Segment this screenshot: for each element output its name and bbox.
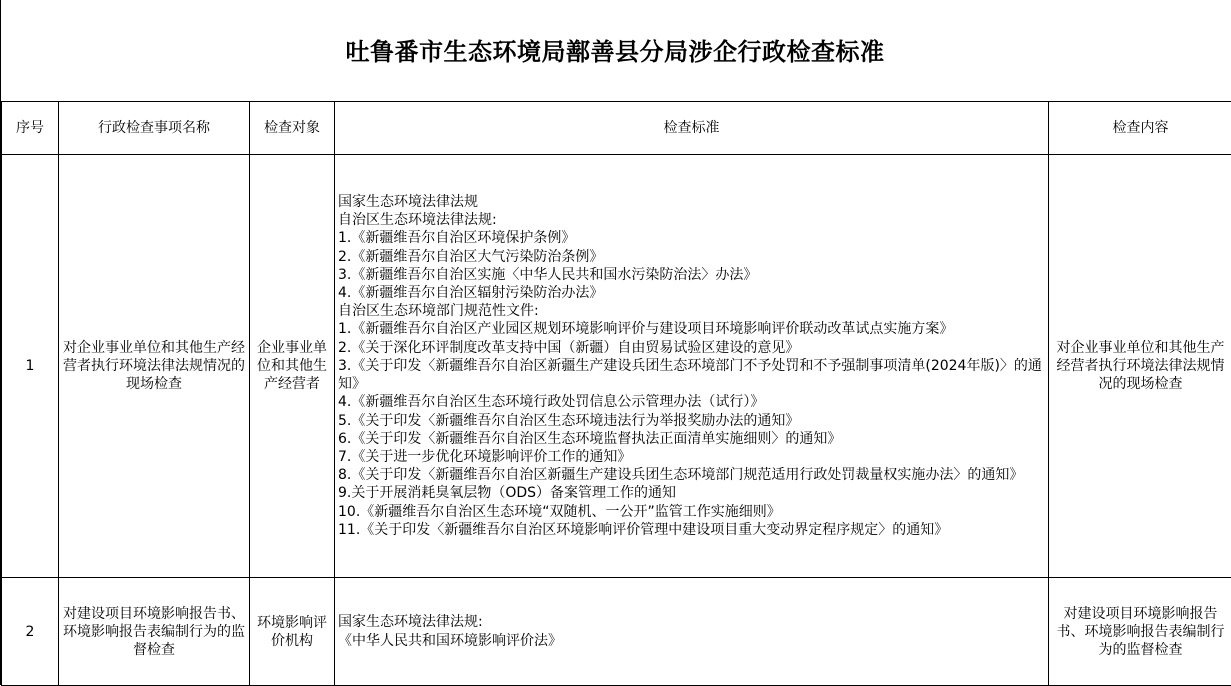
- standard-line: 2.《关于深化环评制度改革支持中国（新疆）自由贸易试验区建设的意见》: [338, 339, 1048, 357]
- standard-line: 4.《新疆维吾尔自治区生态环境行政处罚信息公示管理办法（试行）》: [338, 393, 1048, 411]
- row-content: 对建设项目环境影响报告书、环境影响报告表编制行为的监督检查: [1049, 578, 1231, 686]
- standard-line: 2.《新疆维吾尔自治区大气污染防治条例》: [338, 248, 1048, 266]
- standard-list: [338, 613, 1048, 649]
- row-standard: [335, 578, 1049, 686]
- standard-line: 3.《新疆维吾尔自治区实施〈中华人民共和国水污染防治法〉办法》: [338, 266, 1048, 284]
- standard-line: 自治区生态环境法律法规:: [338, 211, 1048, 229]
- row-object: 环境影响评价机构: [250, 578, 335, 686]
- standard-line: 1.《新疆维吾尔自治区产业园区规划环境影响评价与建设项目环境影响评价联动改革试点实施方案》: [338, 320, 1048, 338]
- row-object: 企业事业单位和其他生产经营者: [250, 155, 335, 578]
- standard-line: 1.《新疆维吾尔自治区环境保护条例》: [338, 229, 1048, 247]
- standard-line: 4.《新疆维吾尔自治区辐射污染防治办法》: [338, 284, 1048, 302]
- standard-line: 8.《关于印发〈新疆维吾尔自治区新疆生产建设兵团生态环境部门规范适用行政处罚裁量权实施办法〉的通知》: [338, 466, 1048, 484]
- table-row: [2, 155, 1231, 578]
- row-no: 1: [2, 155, 59, 578]
- row-name: 对建设项目环境影响报告书、环境影响报告表编制行为的监督检查: [59, 578, 250, 686]
- inspection-standards-table: [1, 101, 1231, 686]
- row-content: 对企业事业单位和其他生产经营者执行环境法律法规情况的现场检查: [1049, 155, 1231, 578]
- standard-line: 《中华人民共和国环境影响评价法》: [338, 632, 1048, 650]
- standard-line: 国家生态环境法律法规: [338, 193, 1048, 211]
- row-name: 对企业事业单位和其他生产经营者执行环境法律法规情况的现场检查: [59, 155, 250, 578]
- document-title: 吐鲁番市生态环境局鄯善县分局涉企行政检查标准: [346, 32, 885, 67]
- header-name: 行政检查事项名称: [59, 102, 250, 155]
- standard-line: 6.《关于印发〈新疆维吾尔自治区生态环境监督执法正面清单实施细则〉的通知》: [338, 430, 1048, 448]
- standard-line: 7.《关于进一步优化环境影响评价工作的通知》: [338, 448, 1048, 466]
- standard-line: 11.《关于印发〈新疆维吾尔自治区环境影响评价管理中建设项目重大变动界定程序规定〉的通知》: [338, 521, 1048, 539]
- standard-line: 国家生态环境法律法规:: [338, 613, 1048, 631]
- row-standard: [335, 155, 1049, 578]
- standard-line: 9.关于开展消耗臭氧层物（ODS）备案管理工作的通知: [338, 484, 1048, 502]
- standard-list: [338, 193, 1048, 539]
- header-standard: 检查标准: [335, 102, 1049, 155]
- header-object: 检查对象: [250, 102, 335, 155]
- header-no: 序号: [2, 102, 59, 155]
- table-header-row: [2, 102, 1231, 155]
- header-content: 检查内容: [1049, 102, 1231, 155]
- standard-line: 10.《新疆维吾尔自治区生态环境“双随机、一公开”监管工作实施细则》: [338, 503, 1048, 521]
- standard-line: 5.《关于印发〈新疆维吾尔自治区生态环境违法行为举报奖励办法的通知》: [338, 412, 1048, 430]
- standard-line: 自治区生态环境部门规范性文件:: [338, 302, 1048, 320]
- standard-line: 3.《关于印发〈新疆维吾尔自治区新疆生产建设兵团生态环境部门不予处罚和不予强制事项清单(2024年版)〉的通知》: [338, 357, 1048, 393]
- title-row: [1, 0, 1231, 102]
- row-no: 2: [2, 578, 59, 686]
- table-row: [2, 578, 1231, 686]
